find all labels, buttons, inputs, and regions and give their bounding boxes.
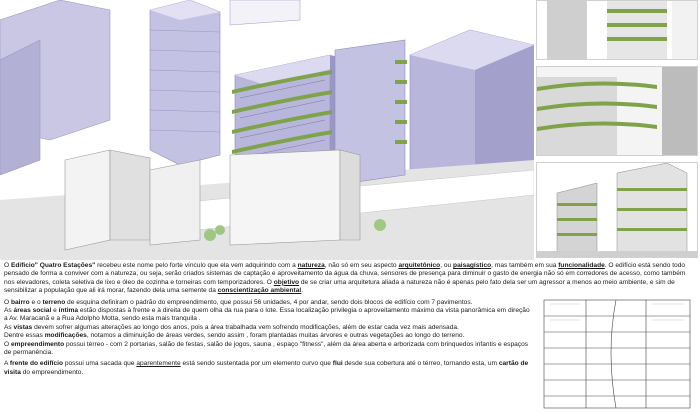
building-name: Edificio" Quatro Estações" [10,262,96,269]
paragraph-site [4,299,534,307]
keyword: arquitetônico [398,262,441,269]
text: recebeu este nome pelo forte vínculo que ela vem adquirindo com a [95,262,298,269]
text: . O edifício está sendo todo pensado de forma a conviver com a natureza, ou seja, serão criados sistemas de captação e aproveitamento da água da chuva, sensores de presença para diminuir o gasto de energia não só em corredores de acesso, como também nos elevadores, coleta seletiva de lixo e óleo de cozinha e torneiras com temporizadores. O [4,262,686,286]
paragraph-areas [4,307,534,324]
text: O [4,340,11,348]
keyword: cartão de visita [4,360,529,376]
keyword: modificações [44,332,87,340]
text: , ou [440,262,454,269]
text: e o [29,298,43,306]
text: possui térreo - com 2 portarias, salão de festas, salão de jogos, sauna , espaço "fitness", além da área aberta e arborizada com brinquedos infantis e espaços de permanência. [4,340,529,357]
keyword: vistas [13,323,33,331]
text: possui uma sacada que [63,360,137,368]
balcony-detail-illustration [537,67,698,156]
text: , mas também em sua [491,262,559,269]
paragraph-intro [4,262,694,296]
paragraph-amenities [4,341,534,358]
text: de esquina definiram o padrão do empreendimento, que possui 56 unidades, 4 por andar, sendo dois blocos de edifício com 7 pavimentos. [65,298,473,306]
paragraph-views [4,324,534,332]
text: , não só em seu aspecto [324,262,399,269]
keyword: terreno [42,298,66,306]
keyword: flui [332,360,343,368]
keyword: empreendimento [10,340,65,348]
text: O [4,262,11,269]
paragraph-changes [4,332,534,340]
keyword: frente do edifício [9,360,63,368]
street-view-illustration [537,163,698,258]
text: de se criar uma arquitetura aliada a natureza não é apenas pelo fato dela ser um agressor a menos ao meio ambiente, e sim de sensibilizar a população que ali irá morar, fazendo dela uma semente da [4,278,675,295]
text: estão dispostas à frente e à direita de quem olha da rua para o lote. Essa localização privilegia o aproveitamento máximo da vista panorâmica em direção a Av. Maracanã e a Rua Adolpho Motta, sendo esta mais tranquila . [4,307,530,323]
keyword: objetivo [273,278,300,286]
main-aerial-render [0,0,534,260]
keyword: conscientização ambiental [217,287,302,295]
keyword: funcionalidade [558,262,605,269]
aerial-render-illustration [0,0,534,260]
paragraph-front [4,360,534,377]
street-view-render [536,162,698,258]
keyword: bairro [10,298,30,306]
text: Dentre essas [4,332,45,340]
description-text [4,262,694,377]
text: As [4,307,14,315]
text: e [51,307,59,315]
keyword: áreas social [13,307,52,315]
text: As [4,323,14,331]
text: O [4,298,11,306]
facade-detail-illustration [537,1,698,60]
facade-detail-render [536,0,698,60]
text: devem sofrer algumas alterações ao longo dos anos, pois a área trabalhada vem sofrendo modificações, além de estar cada vez mais adensada. [32,323,459,331]
balcony-detail-render [536,66,698,156]
text: do empreendimento. [20,368,84,376]
text: . [301,287,304,295]
keyword: natureza [297,262,325,269]
keyword: paisagístico [453,262,492,269]
keyword: íntima [58,307,79,315]
text: A [4,360,10,368]
keyword: aparentemente [136,360,181,368]
text: desde sua cobertura até o térreo, tornando esta, um [342,360,499,368]
text: , notamos a diminuição de áreas verdes, sendo assim , foram plantadas muitas árvores e outras vegetações ao longo do terreno. [86,332,465,340]
text: está sendo sustentada por um elemento curvo que [180,360,333,368]
